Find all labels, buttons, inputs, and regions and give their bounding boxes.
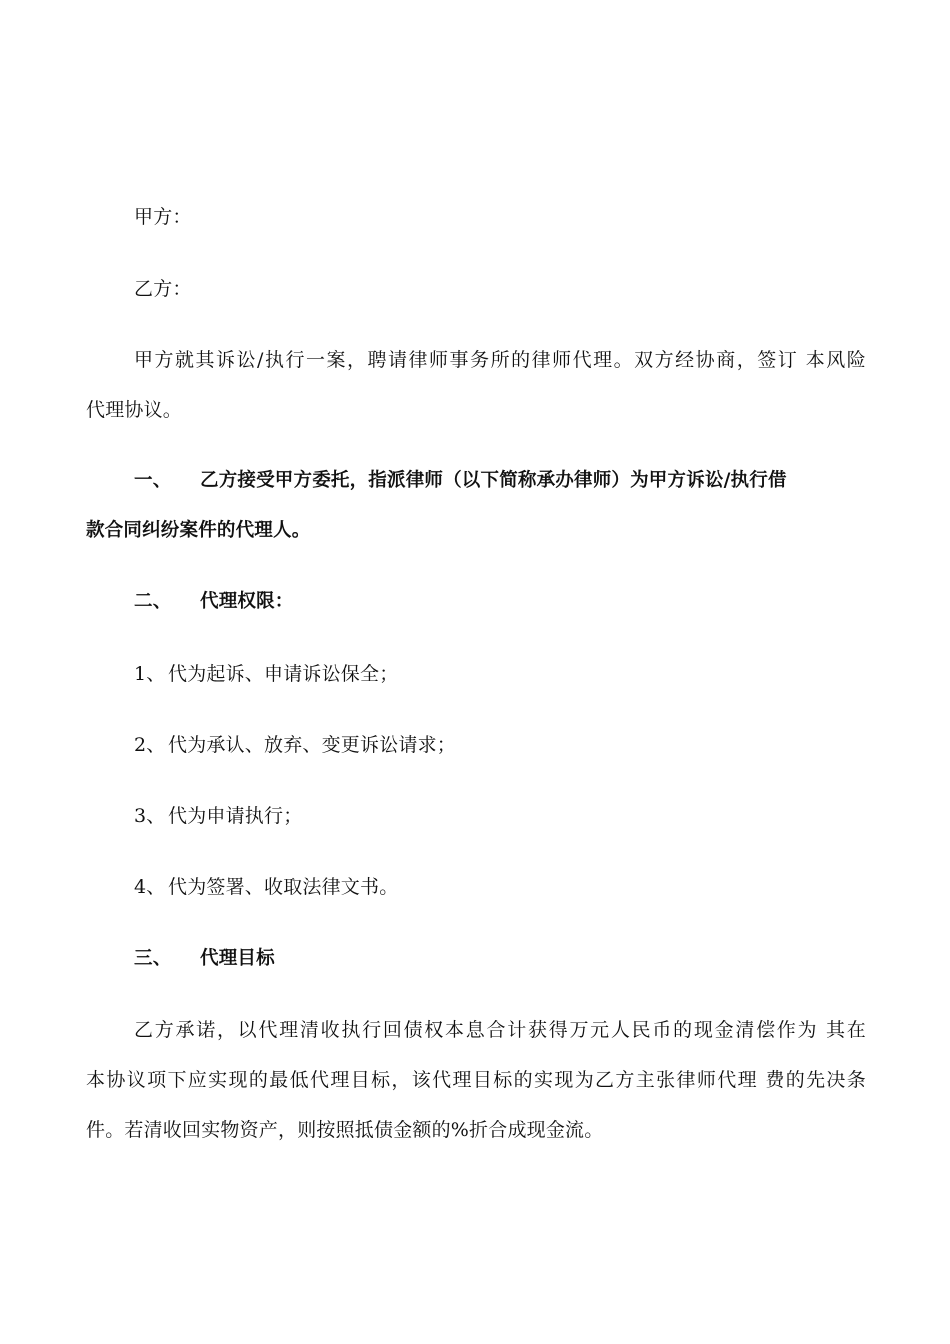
section-1-heading: [134, 467, 866, 495]
section-2-title: 代理权限：: [200, 591, 294, 612]
list-item: [134, 660, 866, 688]
list-item-number: 4、: [134, 876, 166, 898]
section-3-para-line-1: 乙方承诺，以代理清收执行回债权本息合计获得万元人民币的现金清偿作为 其在: [134, 1019, 866, 1041]
section-1-number: 一、: [134, 470, 172, 491]
section-1-line-2: 款合同纠纷案件的代理人。: [86, 520, 311, 541]
section-1-line-1: 乙方接受甲方委托，指派律师（以下简称承办律师）为甲方诉讼/执行借: [200, 470, 787, 491]
list-item-text: 代为申请执行；: [168, 805, 303, 827]
section-3-number: 三、: [134, 948, 172, 969]
list-item-number: 1、: [134, 663, 166, 685]
section-2-number: 二、: [134, 591, 172, 612]
list-item-text: 代为承认、放弃、变更诉讼请求；: [168, 734, 457, 756]
section-3-heading: [134, 945, 866, 973]
section-3-para-line-2: 本协议项下应实现的最低代理目标，该代理目标的实现为乙方主张律师代理 费的先决条: [86, 1069, 866, 1091]
list-item-number: 3、: [134, 805, 166, 827]
list-item-text: 代为签署、收取法律文书。: [168, 876, 399, 898]
list-item-text: 代为起诉、申请诉讼保全；: [168, 663, 399, 685]
list-item: [134, 802, 866, 830]
intro-line-1: 甲方就其诉讼/执行一案，聘请律师事务所的律师代理。双方经协商，签订 本风险: [134, 349, 866, 371]
party-a-label: 甲方：: [134, 206, 192, 228]
intro-line-2: 代理协议。: [86, 399, 183, 421]
section-3-para-line-3: 件。若清收回实物资产，则按照抵债金额的%折合成现金流。: [86, 1119, 604, 1141]
list-item-number: 2、: [134, 734, 166, 756]
party-b-label: 乙方：: [134, 278, 192, 300]
section-2-heading: [134, 588, 866, 616]
list-item: [134, 731, 866, 759]
section-3-title: 代理目标: [200, 948, 275, 969]
list-item: [134, 873, 866, 901]
